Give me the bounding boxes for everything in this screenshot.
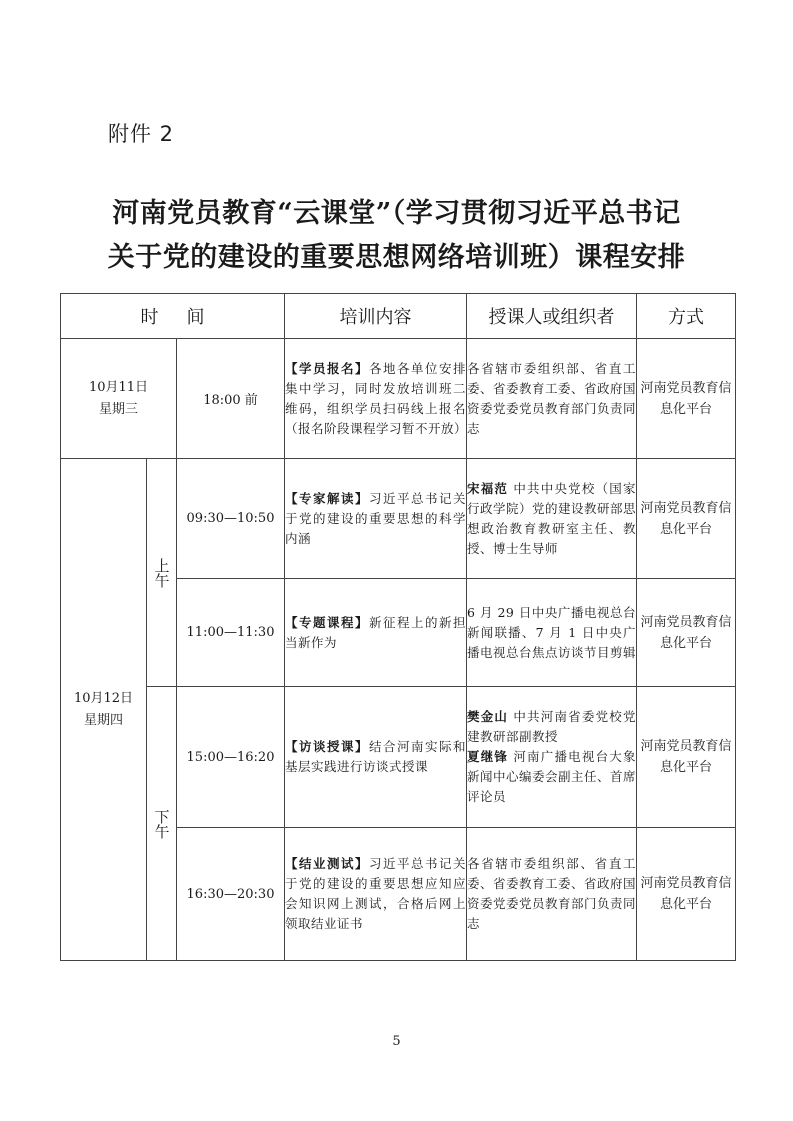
lecturer-title: 中共中央党校（国家行政学院）党的建设教研部思想政治教育教研室主任、教授、博士生导师 xyxy=(467,480,637,556)
lecturer-cell: 各省辖市委组织部、省直工委、省委教育工委、省政府国资委党委党员教育部门负责同志 xyxy=(467,339,637,459)
content-text: 结合河南实际和基层实践进行访谈式授课 xyxy=(285,739,467,774)
method-cell: 河南党员教育信息化平台 xyxy=(637,339,736,459)
title-line-1: 河南党员教育“云课堂”（学习贯彻习近平总书记 xyxy=(112,198,681,229)
time-cell: 15:00—16:20 xyxy=(177,687,285,828)
period-afternoon: 下午 xyxy=(147,687,177,961)
time-cell: 16:30—20:30 xyxy=(177,828,285,961)
attachment-label: 附件 2 xyxy=(108,122,175,146)
title-line-2: 关于党的建设的重要思想网络培训班）课程安排 xyxy=(107,242,686,273)
content-tag: 【学员报名】 xyxy=(285,360,370,376)
header-time: 时间 xyxy=(61,294,285,339)
content-tag: 【专题课程】 xyxy=(285,614,370,630)
content-tag: 【专家解读】 xyxy=(285,490,370,506)
date: 10月12日 xyxy=(73,690,134,706)
content-text: 习近平总书记关于党的建设的重要思想应知应会知识网上测试，合格后网上领取结业证书 xyxy=(285,856,467,931)
content-tag: 【结业测试】 xyxy=(285,856,370,871)
weekday: 星期三 xyxy=(98,401,138,417)
lecturer-cell: 各省辖市委组织部、省直工委、省委教育工委、省政府国资委党委党员教育部门负责同志 xyxy=(467,828,637,961)
content-text: 各地各单位安排集中学习，同时发放培训班二维码，组织学员扫码线上报名（报名阶段课程学习暂不开放） xyxy=(285,360,468,436)
date: 10月11日 xyxy=(88,379,149,395)
lecturer-title: 河南广播电视台大象新闻中心编委会副主任、首席评论员 xyxy=(467,749,637,804)
content-cell xyxy=(285,459,467,579)
weekday: 星期四 xyxy=(83,712,123,728)
lecturer-cell xyxy=(467,459,637,579)
schedule-table xyxy=(60,293,736,961)
lecturer-name: 樊金山 xyxy=(467,709,509,724)
lecturer-name: 宋福范 xyxy=(467,480,509,496)
content-cell xyxy=(285,579,467,687)
content-cell xyxy=(285,828,467,961)
lecturer-cell xyxy=(467,687,637,828)
table-row xyxy=(61,339,736,459)
date-cell xyxy=(61,339,177,459)
document-title xyxy=(0,192,793,280)
time-cell: 18:00 前 xyxy=(177,339,285,459)
time-cell: 09:30—10:50 xyxy=(177,459,285,579)
date-cell xyxy=(61,459,147,961)
lecturer-cell: 6 月 29 日中央广播电视总台新闻联播、7 月 1 日中央广播电视总台焦点访谈节目剪辑 xyxy=(467,579,637,687)
table-row xyxy=(61,459,736,579)
table-header-row xyxy=(61,294,736,339)
method-cell: 河南党员教育信息化平台 xyxy=(637,828,736,961)
method-cell: 河南党员教育信息化平台 xyxy=(637,459,736,579)
content-cell xyxy=(285,687,467,828)
content-cell xyxy=(285,339,467,459)
table-row xyxy=(61,687,736,828)
content-text: 新征程上的新担当新作为 xyxy=(285,614,467,650)
header-method: 方式 xyxy=(637,294,736,339)
lecturer-title: 中共河南省委党校党建教研部副教授 xyxy=(467,709,637,744)
lecturer-name: 夏继锋 xyxy=(467,749,509,764)
method-cell: 河南党员教育信息化平台 xyxy=(637,687,736,828)
header-lecturer: 授课人或组织者 xyxy=(467,294,637,339)
header-content: 培训内容 xyxy=(285,294,467,339)
page-number: 5 xyxy=(392,1034,401,1049)
period-morning: 上午 xyxy=(147,459,177,687)
content-tag: 【访谈授课】 xyxy=(285,739,370,754)
time-cell: 11:00—11:30 xyxy=(177,579,285,687)
content-text: 习近平总书记关于党的建设的重要思想的科学内涵 xyxy=(285,490,467,546)
lecturer-entry xyxy=(467,747,636,807)
method-cell: 河南党员教育信息化平台 xyxy=(637,579,736,687)
lecturer-entry xyxy=(467,707,636,747)
